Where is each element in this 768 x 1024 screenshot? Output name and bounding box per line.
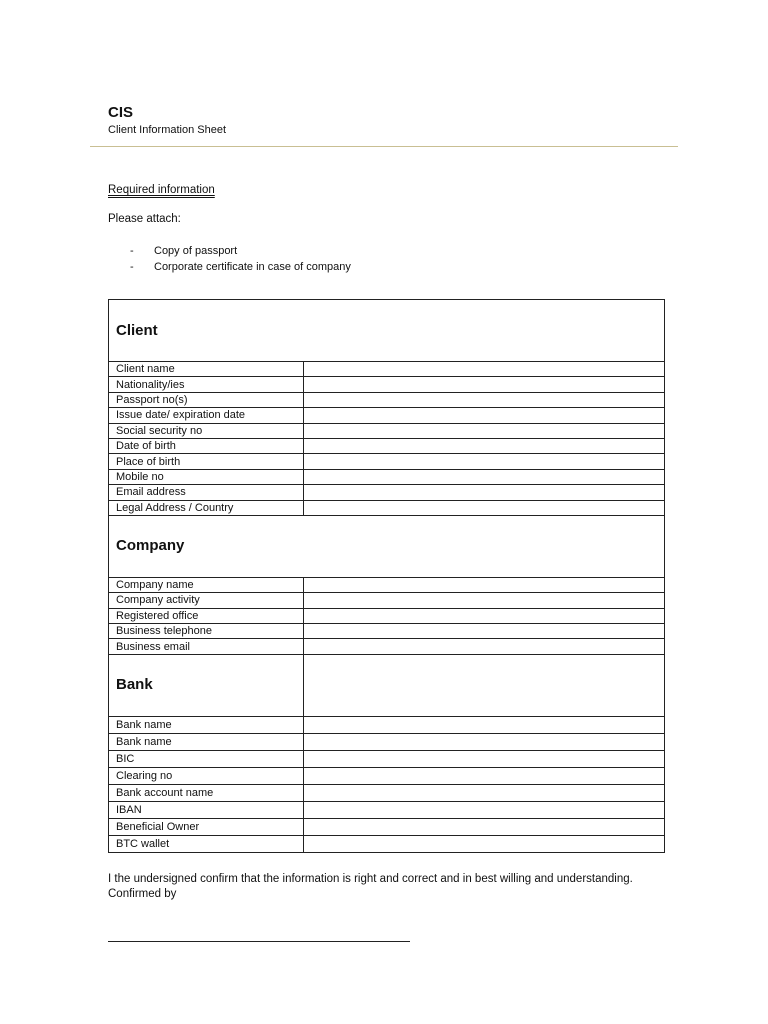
business-telephone-field[interactable] [304, 624, 665, 639]
table-row [109, 784, 665, 801]
client-information-form [108, 299, 665, 853]
section-heading-bank: Bank [109, 654, 304, 716]
company-name-field[interactable] [304, 577, 665, 592]
field-label: Email address [109, 485, 304, 500]
attach-list [130, 243, 351, 275]
list-item [130, 243, 351, 259]
company-section-header [109, 515, 665, 577]
field-label: Issue date/ expiration date [109, 408, 304, 423]
client-section-header [109, 300, 665, 362]
confirmed-by-label: Confirmed by [108, 888, 177, 900]
table-row [109, 577, 665, 592]
nationality-field[interactable] [304, 377, 665, 392]
confirmation-statement [108, 872, 688, 902]
table-row [109, 485, 665, 500]
field-label: Mobile no [109, 469, 304, 484]
table-row [109, 608, 665, 623]
field-label: BIC [109, 750, 304, 767]
btc-wallet-field[interactable] [304, 835, 665, 852]
field-label: Clearing no [109, 767, 304, 784]
list-bullet: - [130, 261, 134, 273]
field-label: Business telephone [109, 624, 304, 639]
attach-label: Please attach: [108, 213, 181, 225]
table-row [109, 733, 665, 750]
mobile-number-field[interactable] [304, 469, 665, 484]
table-row [109, 362, 665, 377]
signature-line[interactable] [108, 941, 410, 942]
table-row [109, 438, 665, 453]
table-row [109, 716, 665, 733]
client-name-field[interactable] [304, 362, 665, 377]
list-item-text: Copy of passport [154, 245, 238, 257]
issue-expiration-date-field[interactable] [304, 408, 665, 423]
email-address-field[interactable] [304, 485, 665, 500]
field-label: Date of birth [109, 438, 304, 453]
required-information-heading: Required information [108, 184, 215, 196]
table-row [109, 469, 665, 484]
section-heading-client: Client [109, 300, 665, 362]
field-label: Client name [109, 362, 304, 377]
bank-name-field-2[interactable] [304, 733, 665, 750]
field-label: Nationality/ies [109, 377, 304, 392]
table-row [109, 454, 665, 469]
table-row [109, 500, 665, 515]
table-row [109, 408, 665, 423]
legal-address-field[interactable] [304, 500, 665, 515]
field-label: BTC wallet [109, 835, 304, 852]
iban-field[interactable] [304, 801, 665, 818]
list-bullet: - [130, 245, 134, 257]
table-row [109, 392, 665, 407]
field-label: Company activity [109, 593, 304, 608]
field-label: Legal Address / Country [109, 500, 304, 515]
table-row [109, 750, 665, 767]
bank-account-name-field[interactable] [304, 784, 665, 801]
section-heading-company: Company [109, 515, 665, 577]
clearing-number-field[interactable] [304, 767, 665, 784]
bic-field[interactable] [304, 750, 665, 767]
field-label: Social security no [109, 423, 304, 438]
business-email-field[interactable] [304, 639, 665, 654]
field-label: Company name [109, 577, 304, 592]
place-of-birth-field[interactable] [304, 454, 665, 469]
table-row [109, 801, 665, 818]
field-label: Bank account name [109, 784, 304, 801]
field-label: Passport no(s) [109, 392, 304, 407]
field-label: Bank name [109, 733, 304, 750]
table-row [109, 377, 665, 392]
passport-number-field[interactable] [304, 392, 665, 407]
social-security-field[interactable] [304, 423, 665, 438]
bank-section-header [109, 654, 665, 716]
field-label: Bank name [109, 716, 304, 733]
table-row [109, 423, 665, 438]
table-row [109, 818, 665, 835]
field-label: Place of birth [109, 454, 304, 469]
field-label: Beneficial Owner [109, 818, 304, 835]
table-row [109, 767, 665, 784]
header-divider [90, 146, 678, 147]
company-activity-field[interactable] [304, 593, 665, 608]
document-subtitle: Client Information Sheet [108, 124, 227, 136]
beneficial-owner-field[interactable] [304, 818, 665, 835]
field-label: Registered office [109, 608, 304, 623]
field-label: IBAN [109, 801, 304, 818]
table-row [109, 624, 665, 639]
document-title: CIS [108, 104, 134, 121]
field-label: Business email [109, 639, 304, 654]
table-row [109, 639, 665, 654]
table-row [109, 593, 665, 608]
registered-office-field[interactable] [304, 608, 665, 623]
table-row [109, 835, 665, 852]
list-item-text: Corporate certificate in case of company [154, 261, 351, 273]
list-item [130, 259, 351, 275]
bank-header-blank-cell [304, 654, 665, 716]
confirmation-text: I the undersigned confirm that the information is right and correct and in best willing and understanding. [108, 873, 633, 885]
bank-name-field[interactable] [304, 716, 665, 733]
date-of-birth-field[interactable] [304, 438, 665, 453]
